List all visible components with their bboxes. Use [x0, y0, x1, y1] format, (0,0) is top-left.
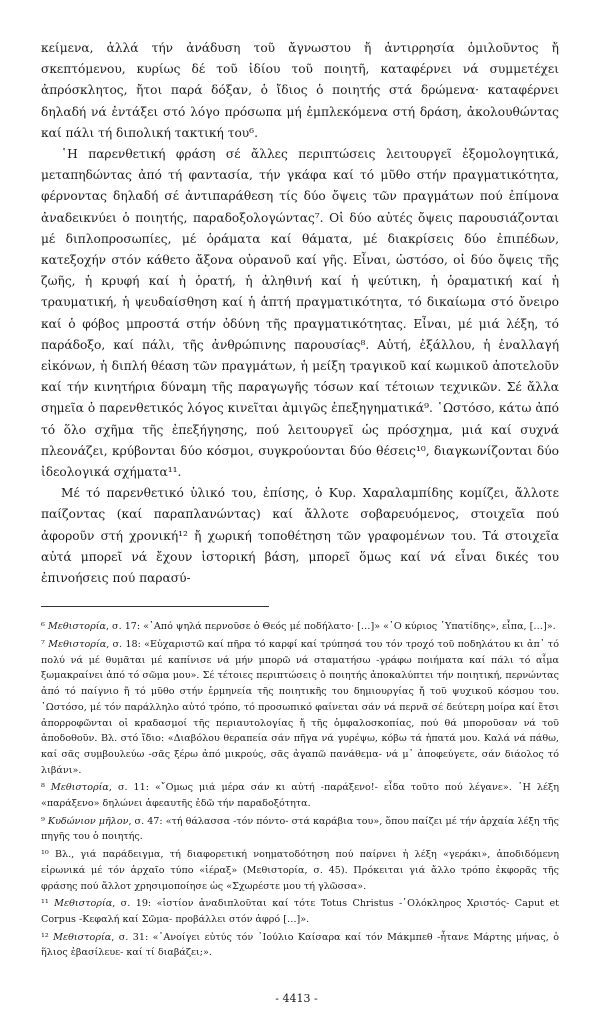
footnote-source: Μεθιστορία — [48, 638, 107, 650]
footnote-source: Μεθιστορία — [54, 898, 113, 910]
footnote-text: , σ. 31: «᾿Ανοίγει εὐτύς τόν ᾿Ιούλιο Καίσαρα καί τόν Μάκμπεθ -ἦτανε Μάρτης μήνας, ὁ ἥλιος ἐβασίλευε- καί τί διαβάζει;». — [41, 931, 559, 959]
page-content — [41, 38, 559, 963]
footnote-source: Μεθιστορία — [53, 931, 112, 943]
footnote-marker: ⁶ — [41, 621, 45, 633]
footnote-text: , σ. 19: «ἱστίον ἀναδιπλοῦται καί τότε Totus Christus -῾Ολόκληρος Χριστός- Caput et Corpus -Κεφαλή καί Σῶμα- προβάλλει στόν ἀφρό […]». — [41, 898, 559, 925]
footnote-text: , σ. 47: «τή θάλασσα -τόν πόντο- στά καράβια του», ὅπου παίζει μέ τήν ἀρχαία λέξη τῆς πηγῆς του ὁ ποιητής. — [41, 815, 560, 843]
footnote-marker: ¹² — [41, 931, 49, 943]
footnotes — [41, 619, 559, 961]
paragraph: Μέ τό παρενθετικό ὑλικό του, ἐπίσης, ὁ Κυρ. Χαραλαμπίδης κομίζει, ἄλλοτε παίζοντας (καί παραπλανώντας) καί ἄλλοτε σοβαρευόμενος, στοιχεῖα πού ἀφοροῦν στή χρονική¹² ἤ χωρική τοποθέτηση τῶν γραφομένων του. Τά στοιχεῖα αὐτά μπορεῖ νά ἔχουν ἱστορική βάση, μπορεῖ ὅμως καί νά εἶναι δικές του ἐπινοήσεις πού παρασύ- — [41, 486, 559, 586]
footnote-marker: ⁹ — [41, 815, 45, 827]
footnote — [41, 637, 559, 778]
footnote — [41, 896, 559, 927]
footnote-marker: ⁷ — [41, 638, 45, 650]
footnote-source: Μεθιστορία — [47, 621, 106, 633]
footnote — [41, 847, 559, 894]
main-text — [41, 38, 559, 589]
footnote-separator — [41, 606, 269, 607]
footnote-text: , σ. 11: «῎Ομως μιά μέρα σάν κι αὐτή -παράξενο!- εἶδα τοῦτο πού λέγανε». ῾Η λέξη «παράξενο» δηλώνει ἀφεαυτῆς ἐδῶ τήν παραδοξότητα. — [41, 782, 559, 810]
footnote-text: , σ. 17: «῾Από ψηλά περνοῦσε ὁ Θεός μέ ποδήλατο· […]» «῾Ο κύριος ῾Υπατίδης», εἶπα, […]». — [105, 621, 556, 633]
footnote-marker: ⁸ — [41, 782, 45, 794]
footnote — [41, 780, 559, 811]
footnote-source: Κυδώνιον μῆλον — [47, 815, 129, 827]
paragraph: κείμενα, ἀλλά τήν ἀνάδυση τοῦ ἄγνωστου ἤ ἀντιρρησία ὁμιλοῦντος ἤ σκεπτόμενου, κυρίως δέ τοῦ ἰδίου τοῦ ποιητῆ, καταφέρνει νά συμμετέχει ἀπρόσκλητος, ἤτοι παρά δόξαν, ὁ ἴδιος ὁ ποιητής στά δρώμενα· καταφέρνει δηλαδή νά ἐντάξει στό λόγο πρόσωπα μή ἐμπλεκόμενα στή δράση, ἀκολουθώντας καί πάλι τή διπολική τακτική του⁶. — [41, 41, 559, 140]
footnote-marker: ¹⁰ — [41, 849, 49, 861]
paragraph: ῾Η παρενθετική φράση σέ ἄλλες περιπτώσεις λειτουργεῖ ἐξομολογητικά, μεταπηδώντας ἀπό τή φαντασία, τήν γκάφα καί τό μῦθο στήν πραγματικότητα, φέρνοντας δηλαδή σέ ἀντιπαράθεση τίς δύο ὄψεις τῶν πραγμάτων πού ἐπίμονα ἀναδεικνύει ὁ ποιητής, παραδοξολογώντας⁷. Οἱ δύο αὐτές ὄψεις παρουσιάζονται μέ διπλοπροσωπίες, μέ ὁράματα καί θάματα, μέ διακρίσεις δύο ἐπιπέδων, κατεξοχήν στόν κάθετο ἄξονα οὐρανοῦ καί γῆς. Εἶναι, ὡστόσο, οἱ δύο ὄψεις τῆς ζωῆς, ἡ κρυφή καί ἡ ὁρατή, ἡ ἀληθινή καί ἡ ψεύτικη, ἡ ὁραματική καί ἡ τραυματική, ἡ ψευδαίσθηση καί ἡ ἁπτή πραγματικότητα, τό δικαίωμα στό ὄνειρο καί ὁ φόβος μπροστά στήν ὀδύνη τῆς πραγματικότητας. Εἶναι, μέ μιά λέξη, τό παράδοξο, καί πάλι, τῆς ἀνθρώπινης παρουσίας⁸. Αὐτή, ἐξάλλου, ἡ ἐναλλαγή εἰκόνων, ἡ διπλή θέαση τῶν πραγμάτων, ἡ μείξη τραγικοῦ καί κωμικοῦ ἀποτελοῦν καί τήν κινητήρια δύναμη τῆς παραγωγῆς τόσων καί τέτοιων τεχνικῶν. Σέ ἄλλα σημεῖα ὁ παρενθετικός λόγος κινεῖται ἀμιγῶς ἐπεξηγηματικά⁹. ῾Ωστόσο, κάτω ἀπό τό ὅλο σχῆμα τῆς ἐπεξήγησης, πού λειτουργεῖ ὡς πρόσχημα, μιά καί συχνά πλεονάζει, κρύβονται δύο κόσμοι, συγκρούονται δύο θέσεις¹⁰, διαγκωνίζονται δύο ἰδεολογικά σχήματα¹¹. — [41, 147, 559, 480]
footnote — [41, 930, 559, 961]
footnote-marker: ¹¹ — [41, 898, 49, 910]
footnote — [41, 814, 559, 845]
page-number: - 4413 - — [275, 992, 318, 1005]
footnote-text: , σ. 18: «Εὐχαριστῶ καί πῆρα τό καρφί καί τρύπησά του τόν τροχό τοῦ ποδηλάτου κι ἀπ᾿ τό πολύ νά μέ θυμᾶται μέ καπίνισε νά μήν μπορῶ νά σταματήσω -γράφω ποιήματα καί πάλι τό αἷμα ξωμακραίνει ἀπό τό σῶμα μου». Σέ τέτοιες περιπτώσεις ὁ ποιητής ἀποκαλύπτει τήν ποιητική, περνώντας ἀπό τό παίγνιο ἤ τό μῦθο στήν ἑρμηνεία τῆς ποιητικῆς του δημιουργίας ἤ τοῦ ψυχικοῦ κόσμου του. ῾Ωστόσο, μέ τόν παράλληλο αὐτό τρόπο, τό προσωπικό φαίνεται σάν νά περνᾶ σέ δεύτερη μοίρα καί ἔτσι ἀπορροφῶνται οἱ κραδασμοί τῆς περιαυτολογίας ἤ τῆς ὀμφαλοσκοπίας, πού θά μποροῦσαν νά τοῦ ἀποδοθοῦν. Βλ. στό ἴδιο: «Διαβόλου θεραπεία σάν πῆγα νά γυρέψω, κόβω τά ἠπατά μου. Καλά νά πάθω, καί σᾶς συμβουλεύω -σᾶς ξέρω ἀπό μικρούς, σᾶς ἀγαπῶ πανάθεμα- νά μ᾿ ἀποφεύγετε, σάν διάολος τό λιβάνι». — [41, 638, 559, 776]
footnote-text: Βλ., γιά παράδειγμα, τή διαφορετική νοηματοδότηση πού παίρνει ἡ λέξη «γεράκι», ἀποδιδόμενη εἰρωνικά μέ τόν ἀρχαῖο τύπο «ἱέραξ» (Μεθιστορία, σ. 45). Πρόκειται γιά ἄλλο τρόπο ἐκφορᾶς τῆς φράσης πού ἄλλοτ χρησιμοποίησε ὡς «Σχωρέστε μου τή γλῶσσα». — [41, 849, 559, 892]
footnote — [41, 619, 559, 635]
footnote-source: Μεθιστορία — [50, 782, 109, 794]
